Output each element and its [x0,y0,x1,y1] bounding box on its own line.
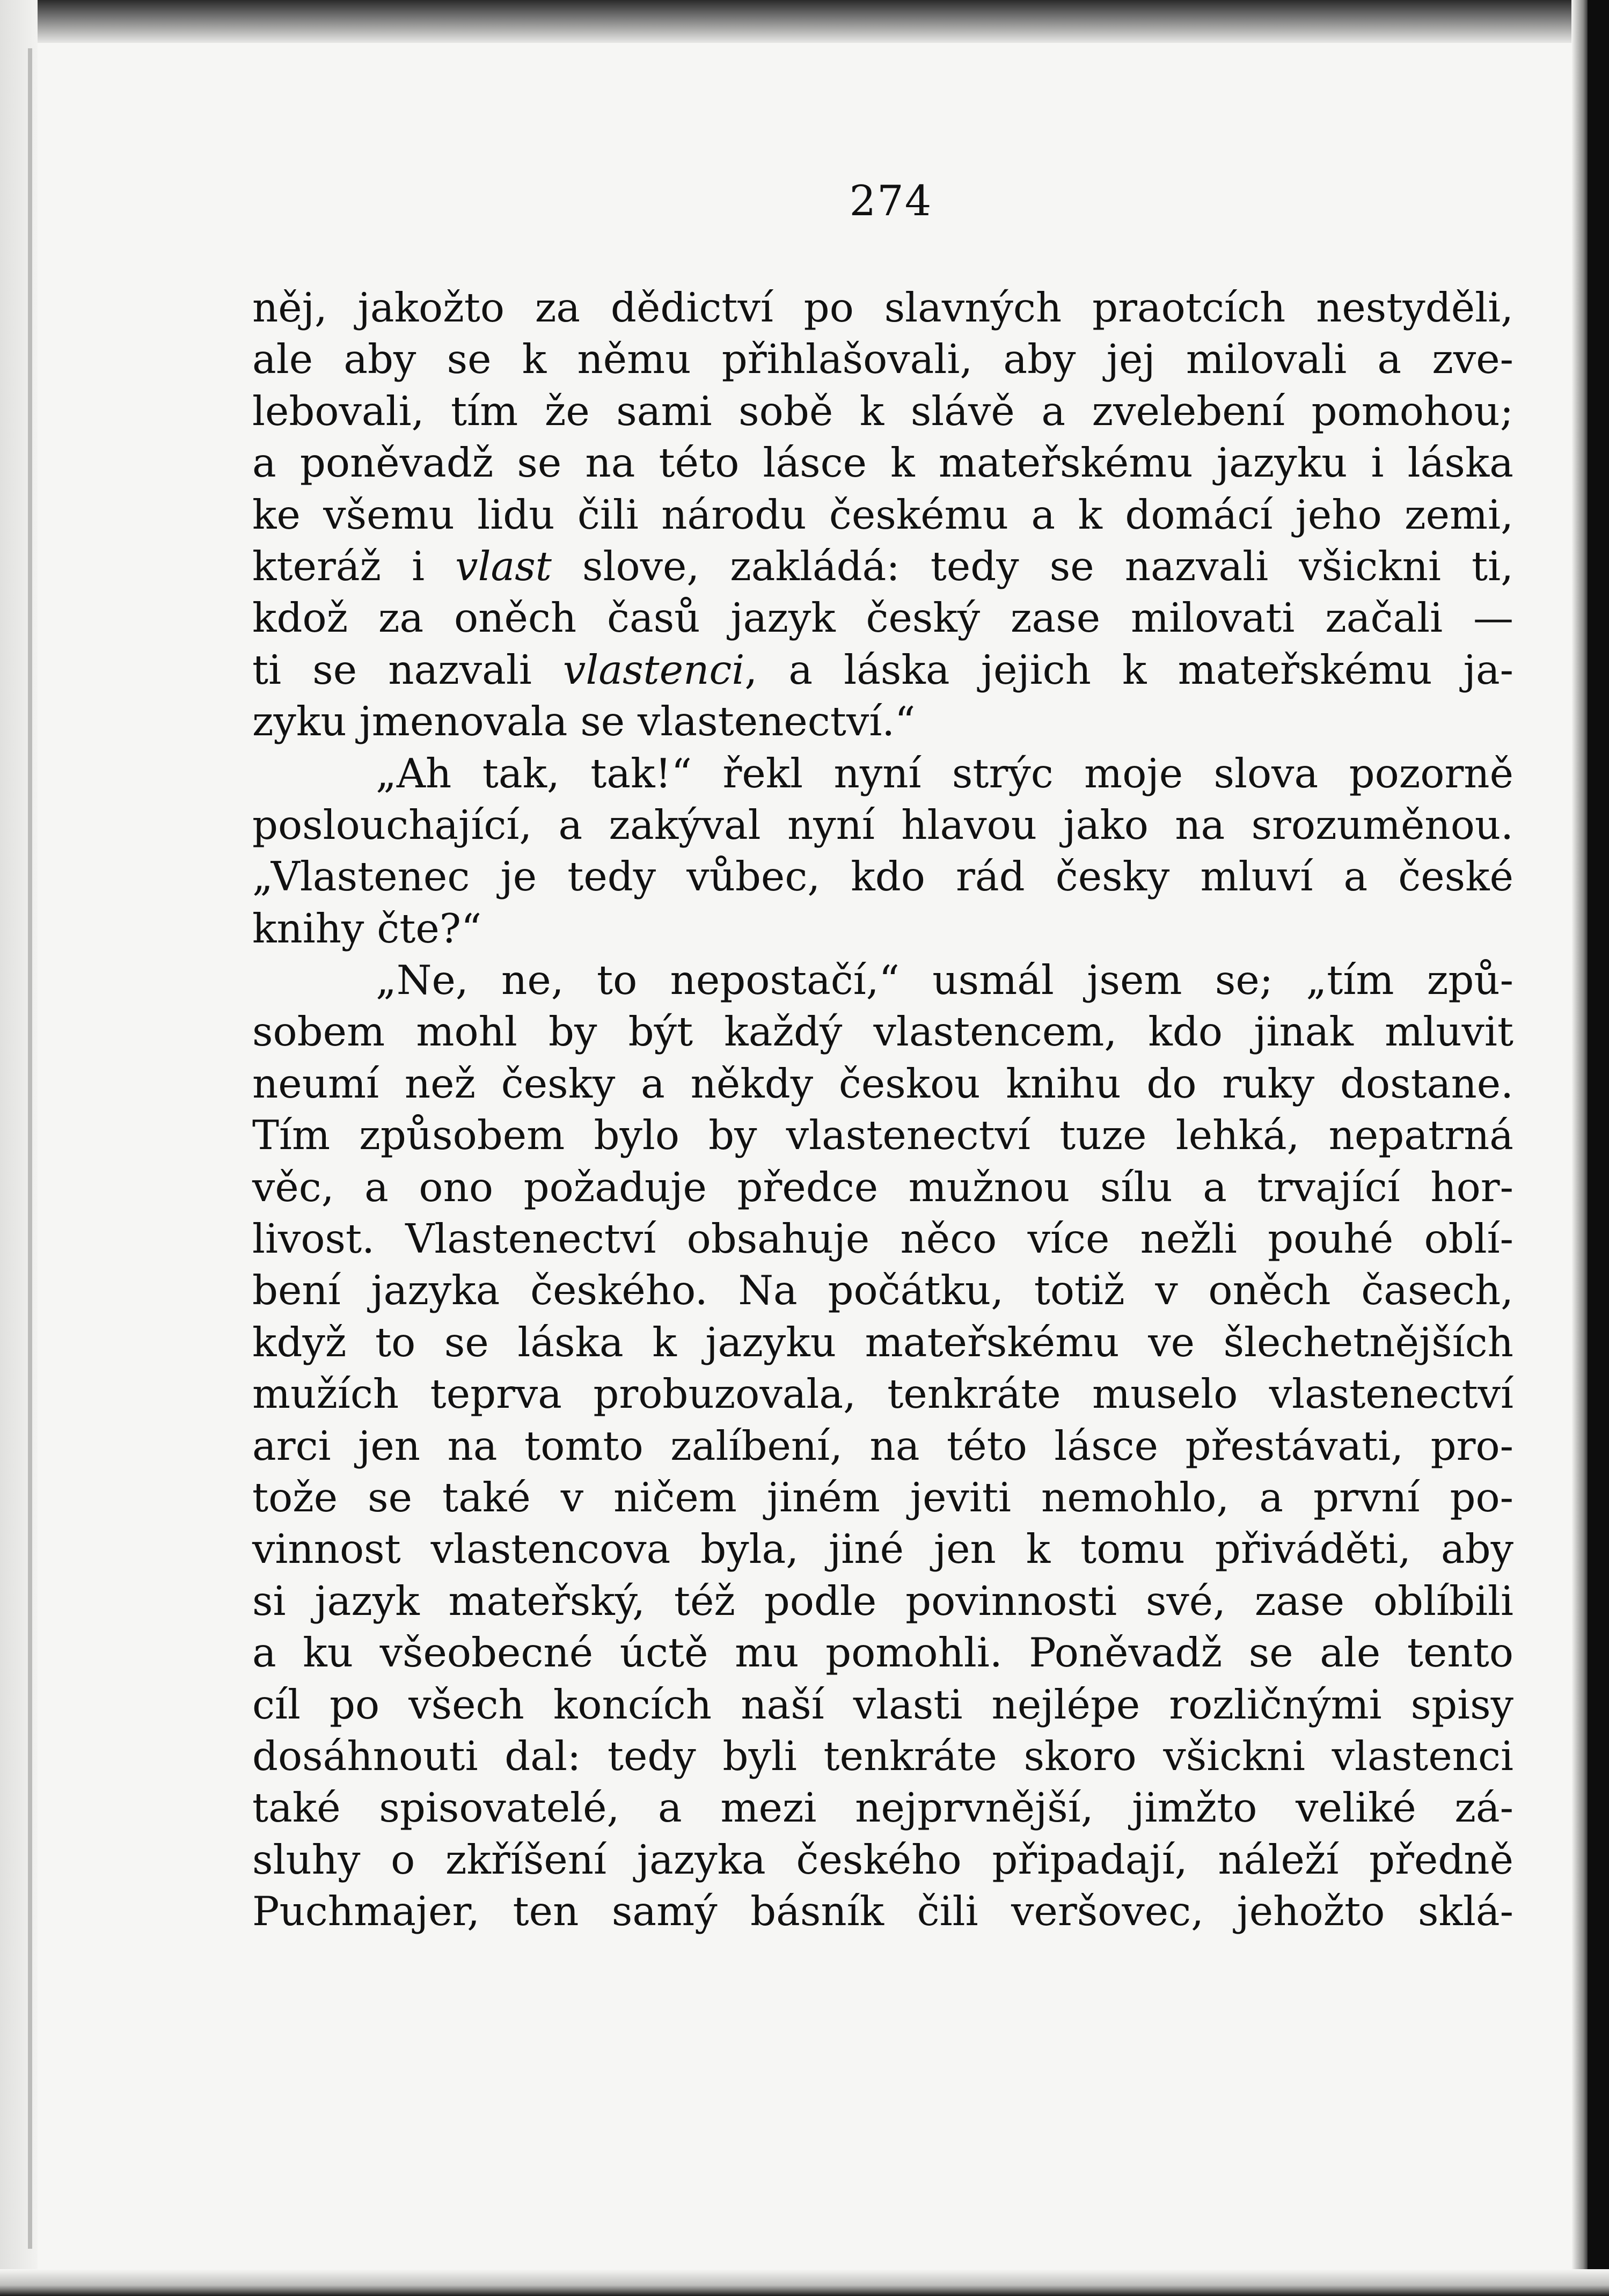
text-segment: ke všemu lidu čili národu českému a k domácí jeho zemi, [252,491,1513,538]
text-segment: „Ne, ne, to nepostačí,“ usmál jsem se; „tím způ- [376,956,1513,1004]
text-line [252,1420,1513,1472]
text-line [252,644,1513,696]
text-segment: ti se nazvali [252,646,563,693]
text-line [252,282,1513,333]
text-line [252,954,1513,1006]
text-segment: tože se také v ničem jiném jeviti nemohlo, a první po- [252,1473,1513,1521]
text-line [252,1109,1513,1161]
text-segment: „Ah tak, tak!“ řekl nyní strýc moje slova pozorně [376,749,1513,797]
text-line [252,1575,1513,1627]
text-line [252,903,1513,954]
text-line [252,437,1513,488]
text-segment: něj, jakožto za dědictví po slavných praotcích nestyděli, [252,284,1513,331]
scan-edge-right [1588,0,1609,2296]
text-segment: poslouchající, a zakýval nyní hlavou jako na srozuměnou. [252,801,1513,849]
text-line [252,1730,1513,1782]
text-segment: si jazyk mateřský, též podle povinnosti své, zase oblíbili [252,1577,1513,1625]
text-segment: ale aby se k němu přihlašovali, aby jej milovali a zve- [252,335,1513,383]
text-line [252,1317,1513,1368]
text-segment: Tím způsobem bylo by vlastenectví tuze lehká, nepatrná [252,1112,1513,1159]
text-line [252,1523,1513,1575]
text-segment: , a láska jejich k mateřskému ja- [744,646,1513,693]
text-line [252,592,1513,644]
text-segment: slove, zakládá: tedy se nazvali všickni ti, [551,542,1513,590]
text-segment: bení jazyka českého. Na počátku, totiž v oněch časech, [252,1267,1513,1314]
text-line [252,696,1513,747]
italic-term: vlast [455,542,552,590]
text-line [252,1782,1513,1833]
binding-line [28,48,32,2249]
text-segment: kdož za oněch časů jazyk český zase milovati začali — [252,594,1513,642]
text-line [252,1472,1513,1523]
text-line [252,1264,1513,1316]
text-line [252,1627,1513,1678]
italic-term: vlastenci [563,646,745,693]
text-line [252,1213,1513,1264]
text-segment: livost. Vlastenectví obsahuje něco více nežli pouhé oblí- [252,1215,1513,1263]
text-line [252,540,1513,592]
text-segment: a poněvadž se na této lásce k mateřskému jazyku i láska [252,439,1513,487]
text-line [252,1058,1513,1109]
page-number: 274 [849,177,933,225]
scan-edge-shadow [1571,0,1588,2296]
text-segment: a ku všeobecné úctě mu pomohli. Poněvadž se ale tento [252,1629,1513,1677]
text-line [252,1368,1513,1420]
text-segment: věc, a ono požaduje předce mužnou sílu a trvající hor- [252,1163,1513,1211]
text-line [252,1834,1513,1885]
text-line [252,799,1513,851]
text-segment: zyku jmenovala se vlastenectví.“ [252,698,916,745]
text-segment: také spisovatelé, a mezi nejprvnější, jimžto veliké zá- [252,1784,1513,1832]
text-segment: lebovali, tím že sami sobě k slávě a zvelebení pomohou; [252,387,1513,435]
text-segment: Puchmajer, ten samý básník čili veršovec, jehožto sklá- [252,1888,1513,1935]
text-segment: dosáhnouti dal: tedy byli tenkráte skoro všickni vlastenci [252,1732,1513,1780]
text-line [252,1006,1513,1057]
text-line [252,1679,1513,1730]
text-segment: sluhy o zkříšení jazyka českého připadají, náleží předně [252,1836,1513,1883]
text-line [252,333,1513,385]
text-segment: „Vlastenec je tedy vůbec, kdo rád česky mluví a české [252,853,1513,901]
scan-edge-bottom [0,2269,1609,2296]
body-text [252,282,1513,1937]
text-segment: arci jen na tomto zalíbení, na této lásce přestávati, pro- [252,1422,1513,1469]
text-line [252,385,1513,437]
text-segment: cíl po všech koncích naší vlasti nejlépe rozličnými spisy [252,1680,1513,1728]
text-line [252,748,1513,799]
text-line [252,851,1513,902]
scan-edge-top [0,0,1609,43]
text-segment: vinnost vlastencova byla, jiné jen k tomu přiváděti, aby [252,1525,1513,1573]
text-line [252,489,1513,540]
text-segment: když to se láska k jazyku mateřskému ve šlechetnějších [252,1318,1513,1366]
text-segment: sobem mohl by být každý vlastencem, kdo jinak mluvit [252,1008,1513,1056]
text-line [252,1161,1513,1213]
text-segment: mužích teprva probuzovala, tenkráte muselo vlastenectví [252,1370,1513,1418]
text-segment: kteráž i [252,542,456,590]
text-line [252,1885,1513,1937]
text-segment: knihy čte?“ [252,904,482,952]
text-segment: neumí než česky a někdy českou knihu do ruky dostane. [252,1059,1513,1107]
